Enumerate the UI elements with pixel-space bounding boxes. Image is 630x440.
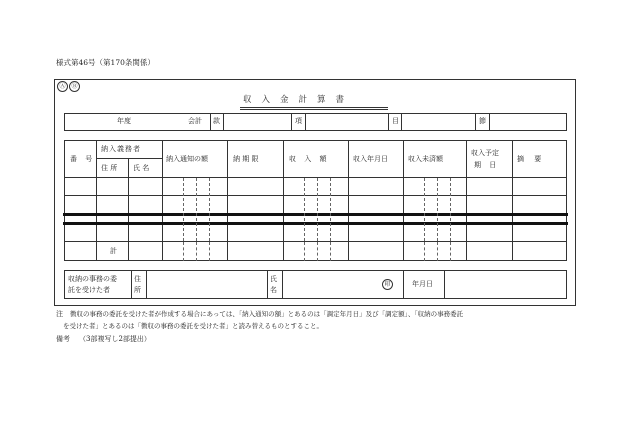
remark-label: 備考 (56, 335, 70, 343)
mark-b-icon: Ⓑ (69, 81, 80, 92)
moku-label: 目 (392, 117, 399, 125)
title-underline (240, 107, 388, 108)
delegate-name-2: 名 (270, 286, 277, 294)
col-planned-date-2: 期 日 (474, 161, 500, 169)
year-label: 年度 (117, 117, 131, 125)
col-address: 住 所 (101, 164, 118, 172)
col-remarks: 摘 要 (517, 155, 546, 163)
form-title: 収入金計算書 (243, 95, 355, 105)
kou-label: 項 (295, 117, 302, 125)
delegate-label-1: 収納の事務の委 (68, 275, 117, 283)
col-obligor: 納入義務者 (101, 145, 141, 153)
seal-icon: 印 (382, 279, 393, 290)
note-line-1: 徴収の事務の委託を受けた者が作成する場合にあっては、「納入通知の額」とあるのは「調定年月日」及び「調定額」、「収納の事務委託 (70, 310, 464, 318)
col-receipt-amount: 収 入 額 (289, 155, 330, 163)
form-number: 様式第46号（第170条関係） (56, 58, 155, 67)
remark-text: （3部複写し2部提出） (79, 335, 151, 343)
col-planned-date-1: 収入予定 (471, 149, 499, 157)
note-label: 注 (56, 310, 63, 318)
mark-a-icon: Ⓐ (57, 81, 68, 92)
delegate-address-2: 所 (134, 286, 141, 294)
break-line-bottom (63, 222, 568, 225)
col-due-date: 納 期 限 (233, 155, 259, 163)
delegate-address-1: 住 (134, 275, 141, 283)
col-name: 氏 名 (133, 164, 150, 172)
col-number: 番 号 (70, 155, 96, 163)
setsu-label: 節 (479, 117, 486, 125)
break-line-top (63, 213, 568, 216)
col-unpaid-amount: 収入未済額 (408, 155, 443, 163)
delegate-name-1: 氏 (270, 275, 277, 283)
delegate-date-label: 年月日 (412, 280, 433, 288)
col-receipt-date: 収入年月日 (353, 155, 388, 163)
delegate-label-2: 託を受けた者 (68, 286, 110, 294)
account-label: 会計 (188, 117, 202, 125)
note-line-2: を受けた者」とあるのは「徴収の事務の委託を受けた者」と読み替えるものとすること。 (63, 322, 323, 330)
account-row (64, 113, 567, 131)
total-label: 計 (110, 247, 117, 255)
col-notice-amount: 納入通知の額 (166, 155, 208, 163)
kan-label: 款 (213, 117, 220, 125)
